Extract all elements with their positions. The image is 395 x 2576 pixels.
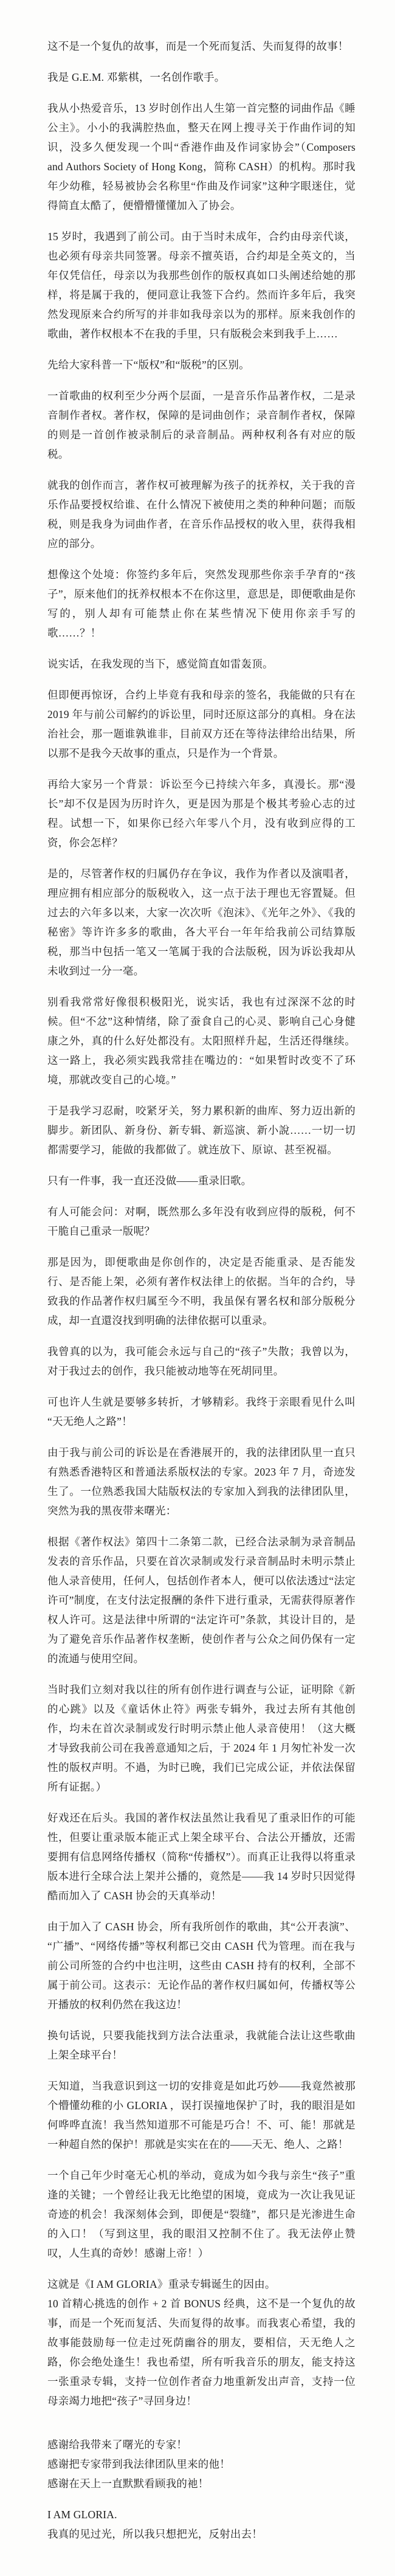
paragraph-cash-rights: 由于加入了 CASH 协会，所有我所创作的歌曲，其“公开表演”、“广播”、“网络传播”等权利都已交由 CASH 代为管理。而在我与前公司所签的合约中也注明，这些由 CASH 持有的权利，全部不属于前公司。这表示：无论作品的著作权归属如何，传播权等公开播放的权利仍然在我这边！ bbox=[47, 1921, 355, 2011]
paragraph-album-reason: 这就是《I AM GLORIA》重录专辑诞生的因由。 bbox=[47, 2278, 276, 2290]
paragraph-intro-self: 我是 G.E.M. 邓紫棋，一名创作歌手。 bbox=[47, 71, 225, 83]
paragraph-thunderstruck: 说实话，在我发现的当下，感觉简直如雷轰顶。 bbox=[47, 658, 273, 670]
paragraph-custody-analogy: 就我的创作而言，著作权可被理解为孩子的抚养权，关于我的音乐作品要授权给谁、在什么情况下被使用之类的种种问题；而版税，则是我身为词曲作者，在音乐作品授权的收入里，获得我相应的部分。 bbox=[47, 479, 355, 550]
paragraph-one-thing-left: 只有一件事，我一直还没做——重录旧歌。 bbox=[47, 1175, 252, 1187]
paragraph-turning-point: 可也许人生就是要够多转折，才够精彩。我终于亲眼看见什么叫“天无绝人之路”！ bbox=[47, 1396, 355, 1428]
paragraph-thanks-him: 感谢把专家带到我法律团队里来的他！ bbox=[47, 2458, 230, 2470]
paragraph-unpaid-royalties: 是的，尽管著作权的归属仍存在争议，我作为作者以及演唱者，理应拥有相应部分的版税收入，这一点于法于理也无容置疑。但过去的六年多以来，大家一次次听《泡沫》、《光年之外》、《我的秘密》等许许多多的歌曲，各大平台一年年给我前公司结算版税，那当中包括一笔又一笔属于我的合法版税，因为诉讼我却从未收到过一分一毫。 bbox=[47, 868, 355, 977]
paragraph-new-steps: 于是我学习忍耐，咬紧牙关，努力累积新的曲库、努力迈出新的脚步。新团队、新身份、新专辑、新巡演、新小說……一切一切都需要学习，能做的我都做了。就连放下、原谅、甚至祝福。 bbox=[47, 1105, 355, 1156]
paragraph-age15-contract: 15 岁时，我遇到了前公司。由于当时未成年，合约由母亲代谈，也必须有母亲共同签署。母亲不擅英语，合约却是全英文的，当年仅凭信任，母亲以为我那些创作的版权真如口头阐述给她的那样，将是属于我的，便同意让我签下合约。然而许多年后，我突然发现原来合约所写的并非如我母亲以为的那样。原来我创作的歌曲，著作权根本不在我的手里，只有版税会来到我手上…… bbox=[47, 230, 355, 340]
paragraph-childhood-cash: 我从小热爱音乐，13 岁时创作出人生第一首完整的词曲作品《睡公主》。小小的我满腔热血，整天在网上搜寻关于作曲作词的知识，没多久便发现一个叫“香港作曲及作词家协会”（Composers and Authors Society of Hong Kong，简称 CASH）的机构。那时我年少幼稚，轻易被协会名称里“作曲及作词家”这种字眼迷住，觉得简直太酷了，便懵懵懂懂加入了协会。 bbox=[47, 102, 355, 212]
paragraph-transmission-right: 好戏还在后头。我国的著作权法虽然让我看见了重录旧作的可能性，但要让重录版本能正式上架全球平台、合法公开播放，还需要拥有信息网络传播权（简称“传播权”）。而真正让我得以将重录版本进行全球合法上架并公播的，竟然是——我 14 岁时只因觉得酷而加入了 CASH 协会的天真举动！ bbox=[47, 1812, 355, 1902]
paragraph-thanks-god: 感谢在天上一直默默看顾我的祂！ bbox=[47, 2478, 209, 2490]
paragraph-mindset: 别看我常常好像很积极阳光，说实话，我也有过深深不忿的时候。但“不忿”这种情绪，除了蚕食自己的心灵、影响自己心身健康之外，真的什么好处都没有。太阳照样升起，生活还得继续。这一路上，我必须实践我常挂在嘴边的：“如果暂时改变不了环境，那就改变自己的心境。” bbox=[47, 996, 355, 1086]
paragraph-i-am-gloria: I AM GLORIA. bbox=[47, 2509, 117, 2521]
paragraph-six-years: 再给大家另一个背景：诉讼至今已持续六年多，真漫长。那“漫长”却不仅是因为历时许久，更是因为那是个极其考验心志的过程。试想一下，如果你已经六年零八个月，没有收到应得的工资，你会怎样？ bbox=[47, 778, 355, 849]
paragraph-thanks-expert: 感谢给我带来了曙光的专家！ bbox=[47, 2439, 188, 2451]
paragraph-opening: 这不是一个复仇的故事，而是一个死而复活、失而复得的故事！ bbox=[47, 40, 349, 52]
paragraph-copyright-law-42: 根据《著作权法》第四十二条第二款，已经合法录制为录音制品发表的音乐作品，只要在首次录制或发行录音制品时未明示禁止他人录音使用，任何人，包括创作者本人，便可以依法透过“法定许可”制度，在支付法定报酬的条件下进行重录，无需获得原著作权人许可。这是法律中所谓的“法定许可”条款，其设计目的，是为了避免音乐作品著作权垄断，使创作者与公众之间仍保有一定的流通与使用空间。 bbox=[47, 1536, 355, 1665]
paragraph-expert-joins: 由于我与前公司的诉讼是在香港展开的，我的法律团队里一直只有熟悉香港特区和普通法系版权法的专家。2023 年 7 月，奇迹发生了。一位熟悉我国大陆版权法的专家加入到我的法律团队里，突然为我的黑夜带来曙光： bbox=[47, 1446, 355, 1517]
statement-body bbox=[47, 36, 355, 2544]
paragraph-supernatural-protection: 天知道，当我意识到这一切的安排竟是如此巧妙——我竟然被那个懵懂幼稚的小 GLORIA ，误打误撞地保护了时，我的眼泪是如何哗哗直流！我当然知道那不可能是巧合！不、可、能！那就是一种超自然的保护！那就是实实在在的——天无、绝人、之路！ bbox=[47, 2080, 355, 2150]
paragraph-legal-basis: 那是因为，即便歌曲是你创作的，决定是否能重录、是否能发行、是否能上架，必须有著作权法律上的依据。当年的合约，导致我的作品著作权归属至今不明，我虽保有署名权和部分版税分成，却一直還沒找到明确的法律依据可以重录。 bbox=[47, 1256, 355, 1327]
paragraph-album-detail: 10 首精心挑选的创作 + 2 首 BONUS 经典，这不是一个复仇的故事，而是一个死而复活、失而复得的故事。而我衷心希望，我的故事能鼓励每一位走过死荫幽谷的朋友，要相信，天无绝人之路，你会绝处逢生！我也希望，所有听我音乐的朋友，能支持这一张重录专辑，支持一位创作者奋力地重新发出声音，支持一位母亲竭力地把“孩子”寻回身边！ bbox=[47, 2298, 355, 2407]
paragraph-terms-intro: 先给大家科普一下“版权”和“版税”的区别。 bbox=[47, 359, 250, 371]
paragraph-crack-light: 一个自己年少时毫无心机的举动，竟成为如今我与亲生“孩子”重逢的关键；一个曾经让我无比绝望的困境，竟成为一次让我见证奇迹的机会！我深刻体会到，即便是“裂缝”，都只是光渗进生命的入口！（写到这里，我的眼泪又控制不住了。我无法停止赞叹，人生真的奇妙！感谢上帝！） bbox=[47, 2169, 355, 2259]
paragraph-imagine-situation: 想像这个处境：你签约多年后，突然发现那些你亲手孕育的“孩子”，原来他们的抚养权根本不在你这里，意思是，即便歌曲是你写的，别人却有可能禁止你在某些情况下使用你亲手写的歌……？！ bbox=[47, 568, 355, 639]
paragraph-closing: 我真的见过光，所以我只想把光，反射出去！ bbox=[47, 2528, 263, 2540]
paragraph-notarization: 当时我们立刻对我以往的所有创作进行调查与公证，证明除《新的心跳》以及《童话休止符》两张专辑外，我过去所有其他创作，均未在首次录制或发行时明示禁止他人录音使用！（这大概才导致我前公司在我善意通知之后，于 2024 年 1 月匆忙补发一次性的版权声明。不過，为时已晚，我们已完成公证，并依法保留所有证据。） bbox=[47, 1683, 355, 1793]
paragraph-2019-lawsuit: 但即便再惊讶，合约上毕竟有我和母亲的签名，我能做的只有在 2019 年与前公司解约的诉讼里，同时还原这部分的真相。身在法治社会，那一题谁孰谁非，目前双方还在等待法律给出结果，所以那不是我今天故事的重点，只是作为一个背景。 bbox=[47, 689, 355, 759]
paragraph-question-rerecord: 有人可能会问：对啊，既然那么多年没有收到应得的版税，何不干脆自己重录一版呢？ bbox=[47, 1206, 355, 1237]
paragraph-in-other-words: 换句话说，只要我能找到方法合法重录，我就能合法让这些歌曲上架全球平台！ bbox=[47, 2029, 355, 2061]
paragraph-lost-children: 我曾真的以为，我可能会永远与自己的“孩子”失散；我曾以为，对于我过去的创作，我只能被动地等在死胡同里。 bbox=[47, 1345, 355, 1377]
paragraph-two-rights: 一首歌曲的权利至少分两个层面，一是音乐作品著作权，二是录音制作者权。著作权，保障的是词曲创作；录音制作者权，保障的则是一首创作被录制后的录音制品。两种权利各有对应的版税。 bbox=[47, 390, 355, 460]
